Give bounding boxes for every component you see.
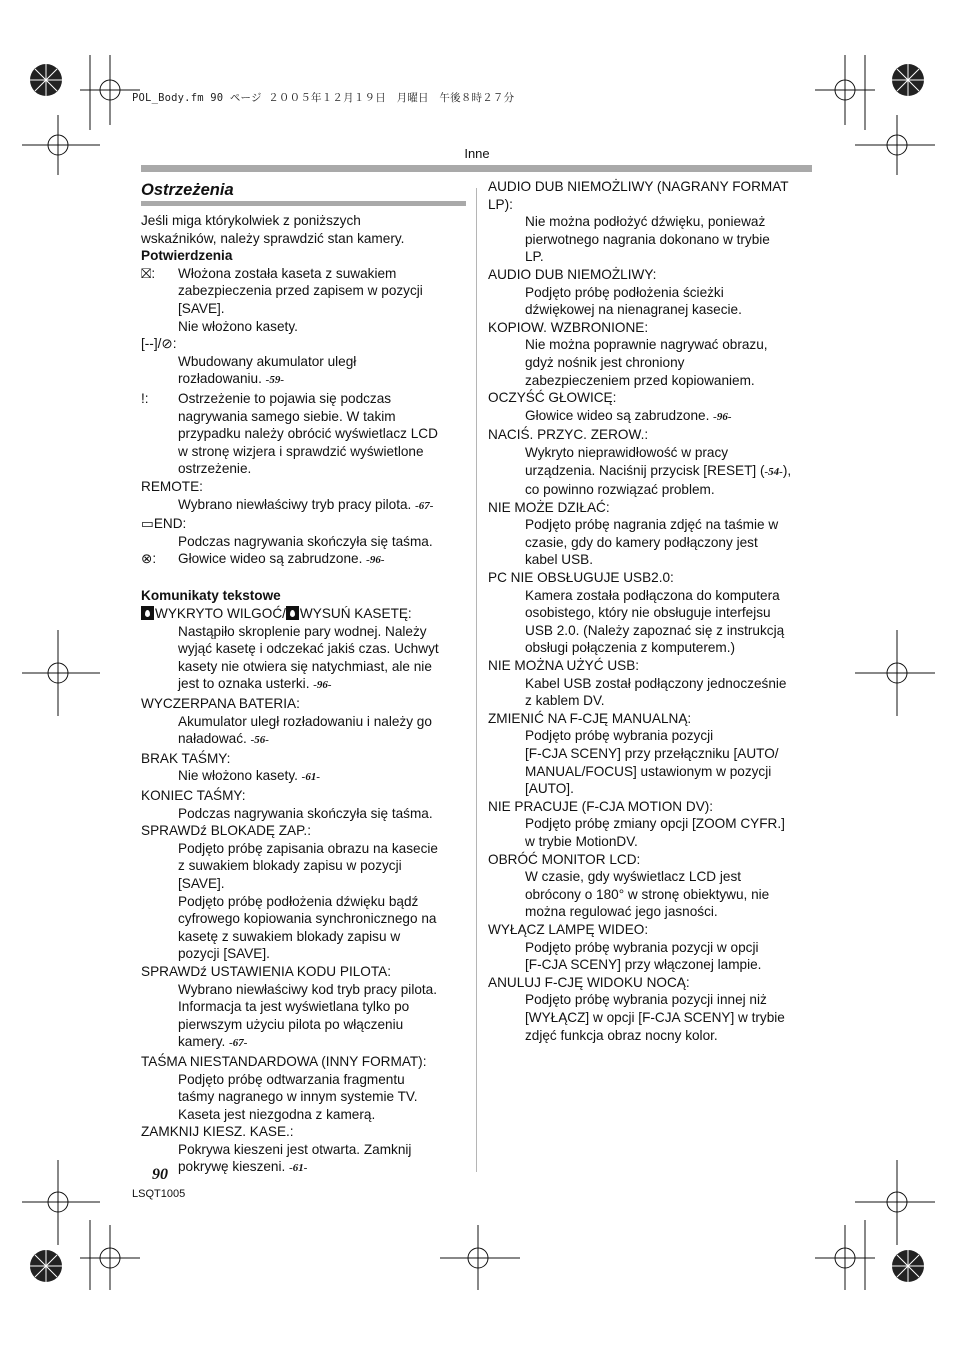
text-line: Nie można podłożyć dźwięku, ponieważ bbox=[525, 214, 766, 230]
text-line: obrócony o 180° w stronę obiektywu, nie bbox=[525, 886, 770, 902]
tape-end-icon: ▭ bbox=[141, 516, 154, 532]
text-line bbox=[178, 675, 467, 695]
message-body bbox=[141, 1071, 467, 1124]
text-line: Podjęto próbę wybrania pozycji innej niż bbox=[525, 992, 767, 1008]
moisture-icon bbox=[286, 606, 299, 620]
message-body bbox=[488, 213, 812, 266]
text-line: można regulować jego jasności. bbox=[525, 904, 718, 920]
text-line: obsługi połączenia z komputerem.) bbox=[525, 640, 736, 656]
text-line: Informacja ta jest wyświetlana tylko po bbox=[178, 999, 410, 1015]
text-line: Kaseta jest niezgodna z kamerą. bbox=[178, 1106, 376, 1122]
dirty-head-icon: ⊗: bbox=[141, 551, 157, 567]
message-label bbox=[141, 605, 467, 623]
text-span: rozładowaniu. bbox=[178, 371, 262, 387]
text-span: pokrywę kieszeni. bbox=[178, 1159, 286, 1175]
message-body bbox=[488, 516, 812, 569]
message-body bbox=[488, 727, 812, 797]
text-line: przypadku należy obrócić wyświetlacz LCD bbox=[178, 426, 438, 442]
text-line: [WYŁĄCZ] w opcji [F-CJA SCENY] w trybie bbox=[525, 1009, 785, 1025]
message-label: BRAK TAŚMY: bbox=[141, 750, 231, 766]
message-label: AUDIO DUB NIEMOŻLIWY: bbox=[488, 266, 657, 282]
confirm-battery-item bbox=[141, 353, 467, 390]
text-span: Nie włożono kasety. bbox=[178, 768, 298, 784]
text-line bbox=[488, 407, 812, 427]
text-line: Pokrywa kieszeni jest otwarta. Zamknij bbox=[178, 1141, 412, 1157]
text-span: Głowice wideo są zabrudzone. bbox=[178, 551, 363, 567]
text-line: Nie można poprawnie nagrywać obrazu, bbox=[525, 337, 768, 353]
text-line bbox=[141, 767, 467, 787]
document-code: LSQT1005 bbox=[132, 1188, 186, 1200]
page-ref: -96- bbox=[313, 679, 332, 692]
text-span: Wybrano niewłaściwy tryb pracy pilota. bbox=[178, 496, 412, 512]
message-body bbox=[488, 939, 812, 974]
page-ref: -67- bbox=[415, 499, 434, 512]
text-line: MANUAL/FOCUS] ustawionym w pozycji bbox=[525, 763, 772, 779]
text-line bbox=[178, 1158, 467, 1178]
page-ref: -67- bbox=[229, 1037, 248, 1050]
message-body bbox=[141, 713, 467, 750]
text-line: zabezpieczeniem przed kopiowaniem. bbox=[525, 372, 755, 388]
text-line: [SAVE]. bbox=[178, 875, 225, 891]
text-line: co powinno rozwiązać problem. bbox=[525, 482, 715, 498]
title-rule bbox=[141, 201, 466, 206]
message-label: AUDIO DUB NIEMOŻLIWY (NAGRANY FORMAT bbox=[488, 179, 789, 194]
tape-end-label bbox=[141, 515, 467, 533]
text-line: pozycji [SAVE]. bbox=[178, 946, 270, 962]
page-ref: -96- bbox=[366, 554, 385, 567]
text-line: ostrzeżenie. bbox=[178, 461, 252, 477]
text-line: [F-CJA SCENY] przy przełączniku [AUTO/ bbox=[525, 746, 779, 761]
text-line bbox=[178, 1033, 467, 1053]
page-ref: -96- bbox=[713, 410, 732, 423]
text-line: Podjęto próbę wybrania pozycji bbox=[525, 728, 714, 744]
message-label: NIE PRACUJE (F-CJA MOTION DV): bbox=[488, 798, 714, 814]
text-line: taśmy nagranego w innym systemie TV. bbox=[178, 1089, 418, 1105]
text-line: gdyż nośnik jest chroniony bbox=[525, 354, 685, 370]
top-rule bbox=[141, 165, 812, 172]
text-span: Głowice wideo są zabrudzone. bbox=[525, 407, 710, 423]
text-span: kamery. bbox=[178, 1034, 226, 1050]
confirm-warn-item bbox=[141, 390, 467, 478]
intro-line: wskaźników, należy sprawdzić stan kamery. bbox=[141, 230, 405, 246]
message-label: WYŁĄCZ LAMPĘ WIDEO: bbox=[488, 921, 649, 937]
text-line: z kablem DV. bbox=[525, 693, 605, 709]
text-line bbox=[178, 370, 467, 390]
message-label: LP): bbox=[488, 196, 513, 212]
column-divider bbox=[476, 188, 477, 1172]
text-span: WYKRYTO WILGOĆ/ bbox=[155, 606, 286, 622]
print-header: POL_Body.fm 90 ページ ２００５年１２月１９日 月曜日 午後８時２７分 bbox=[132, 92, 515, 104]
message-body bbox=[141, 623, 467, 695]
confirm-head-item bbox=[141, 550, 467, 570]
message-label: SPRAWDź BLOKADĘ ZAP.: bbox=[141, 823, 311, 839]
text-line: zdjęć funkcja obraz nocny kolor. bbox=[525, 1027, 718, 1043]
text-line: Nastąpiło skroplenie pary wodnej. Należy bbox=[178, 623, 427, 639]
message-label: OCZYŚĆ GŁOWICĘ: bbox=[488, 390, 617, 406]
warning-icon: !: bbox=[141, 390, 149, 406]
cassette-save-icon: ⛝: bbox=[141, 265, 156, 281]
text-line: W czasie, gdy wyświetlacz LCD jest bbox=[525, 869, 742, 885]
message-label: NIE MOŻNA UŻYĆ USB: bbox=[488, 658, 640, 674]
remote-label: REMOTE: bbox=[141, 478, 203, 494]
text-line: w stronę wizjera i sprawdzić wyświetlone bbox=[178, 443, 424, 459]
text-line: Podczas nagrywania skończyła się taśma. bbox=[178, 805, 433, 821]
battery-icon: [--]/⊘: bbox=[141, 336, 177, 352]
message-label: ZMIENIĆ NA F-CJĘ MANUALNĄ: bbox=[488, 710, 692, 726]
left-column bbox=[141, 178, 467, 1178]
text-line: Podczas nagrywania skończyła się taśma. bbox=[178, 533, 433, 549]
text-line: [AUTO]. bbox=[525, 781, 574, 797]
text-line: kabel USB. bbox=[525, 552, 594, 568]
message-body bbox=[488, 284, 812, 319]
text-span: ), bbox=[782, 462, 792, 478]
text-line bbox=[178, 730, 467, 750]
confirm-heading: Potwierdzenia bbox=[141, 248, 233, 264]
text-span: WYSUŃ KASETĘ: bbox=[299, 606, 412, 622]
text-line: [SAVE]. bbox=[178, 300, 225, 316]
text-line: Akumulator uległ rozładowaniu i należy go bbox=[178, 713, 432, 729]
confirm-save-item bbox=[141, 265, 467, 335]
message-body bbox=[488, 444, 812, 499]
page-ref: -54- bbox=[764, 465, 783, 478]
message-label: KOPIOW. WZBRONIONE: bbox=[488, 319, 649, 335]
message-label: TAŚMA NIESTANDARDOWA (INNY FORMAT): bbox=[141, 1053, 427, 1069]
text-line: Ostrzeżenie to pojawia się podczas bbox=[178, 390, 392, 406]
message-label: ZAMKNIJ KIESZ. KASE.: bbox=[141, 1124, 294, 1140]
text-span: urządzenia. Naciśnij przycisk [RESET] ( bbox=[525, 462, 765, 478]
text-line: cyfrowego kopiowania synchronicznego na bbox=[178, 911, 437, 927]
text-line: Wybrano niewłaściwy kod tryb pracy pilota. bbox=[178, 981, 438, 997]
text-line: w trybie MotionDV. bbox=[525, 833, 638, 849]
page-ref: -56- bbox=[250, 734, 269, 747]
message-label: WYCZERPANA BATERIA: bbox=[141, 696, 300, 712]
message-body bbox=[488, 675, 812, 710]
text-line: kasety nie otwiera się natychmiast, ale nie bbox=[178, 658, 432, 674]
page-ref: -61- bbox=[301, 771, 320, 784]
text-line: Podjęto próbę odtwarzania fragmentu bbox=[178, 1071, 405, 1087]
text-line: zabezpieczenia przed zapisem w pozycji bbox=[178, 283, 423, 299]
page-number: 90 bbox=[152, 1166, 168, 1183]
text-line bbox=[525, 462, 812, 482]
text-line: pierwszym użyciu pilota po włączeniu bbox=[178, 1016, 404, 1032]
message-label: ANULUJ F-CJĘ WIDOKU NOCĄ: bbox=[488, 974, 690, 990]
text-line: Podjęto próbę nagrania zdjęć na taśmie w bbox=[525, 517, 779, 533]
message-body bbox=[141, 840, 467, 963]
message-label: NIE MOŻE DZIŁAĆ: bbox=[488, 499, 610, 515]
message-body bbox=[488, 868, 812, 921]
text-line: Podjęto próbę wybrania pozycji w opcji bbox=[525, 939, 759, 955]
text-line: [F-CJA SCENY] przy włączonej lampie. bbox=[525, 957, 762, 973]
text-line: kasetę z suwakiem blokady zapisu w bbox=[178, 928, 401, 944]
text-line: dźwiękowej na nienagranej kasecie. bbox=[525, 302, 742, 318]
message-body bbox=[141, 981, 467, 1053]
text-line: czasie, gdy do kamery podłączony jest bbox=[525, 534, 758, 550]
text-line: Podjęto próbę zmiany opcji [ZOOM CYFR.] bbox=[525, 816, 785, 832]
text-span: jest to oznaka usterki. bbox=[178, 676, 310, 692]
message-label: SPRAWDź USTAWIENIA KODU PILOTA: bbox=[141, 963, 392, 979]
text-line: Wykryto nieprawidłowość w pracy bbox=[525, 444, 729, 460]
spacer bbox=[141, 570, 467, 588]
page-ref: -59- bbox=[265, 374, 284, 387]
text-span: END: bbox=[153, 516, 187, 532]
message-label: KONIEC TAŚMY: bbox=[141, 788, 246, 803]
text-line: Włożona została kaseta z suwakiem bbox=[178, 265, 397, 281]
text-line: z suwakiem blokady zapisu w pozycji bbox=[178, 858, 402, 874]
message-label: NACIŚ. PRZYC. ZEROW.: bbox=[488, 427, 649, 443]
text-line bbox=[141, 496, 467, 516]
messages-heading: Komunikaty tekstowe bbox=[141, 588, 281, 604]
right-column bbox=[488, 178, 812, 1044]
text-line: Podjęto próbę zapisania obrazu na kasecie bbox=[178, 840, 438, 856]
text-line: osobistego, który nie obsługuje interfejsu bbox=[525, 605, 771, 621]
message-body bbox=[488, 587, 812, 657]
message-body bbox=[488, 336, 812, 389]
text-line: Nie włożono kasety. bbox=[178, 318, 298, 334]
section-title: Inne bbox=[464, 146, 490, 161]
text-span: naładować. bbox=[178, 731, 247, 747]
message-body bbox=[488, 991, 812, 1044]
text-line: USB 2.0. (Należy zapoznać się z instrukcją bbox=[525, 622, 785, 638]
message-body bbox=[488, 815, 812, 850]
text-line: Kamera została podłączona do komputera bbox=[525, 587, 780, 603]
text-line: pierwotnego nagrania dokonano w trybie bbox=[525, 231, 770, 247]
text-line: Podjęto próbę podłożenia dźwięku bądź bbox=[178, 893, 419, 909]
page-ref: -61- bbox=[289, 1162, 308, 1175]
text-line: Kabel USB został podłączony jednocześnie bbox=[525, 675, 787, 691]
text-line: Wbudowany akumulator uległ bbox=[178, 353, 357, 369]
intro-line: Jeśli miga którykolwiek z poniższych bbox=[141, 213, 361, 228]
text-line: nagrywania samego siebie. W takim bbox=[178, 408, 396, 424]
message-label: PC NIE OBSŁUGUJE USB2.0: bbox=[488, 570, 674, 586]
text-line: LP. bbox=[525, 249, 544, 265]
message-label: OBRÓĆ MONITOR LCD: bbox=[488, 851, 641, 867]
page-title: Ostrzeżenia bbox=[141, 181, 234, 199]
text-line: Podjęto próbę podłożenia ścieżki bbox=[525, 284, 724, 300]
text-line: wyjąć kasetę i odczekać jakiś czas. Uchwyt bbox=[178, 641, 439, 657]
message-body bbox=[141, 1141, 467, 1178]
moisture-icon bbox=[141, 606, 154, 620]
